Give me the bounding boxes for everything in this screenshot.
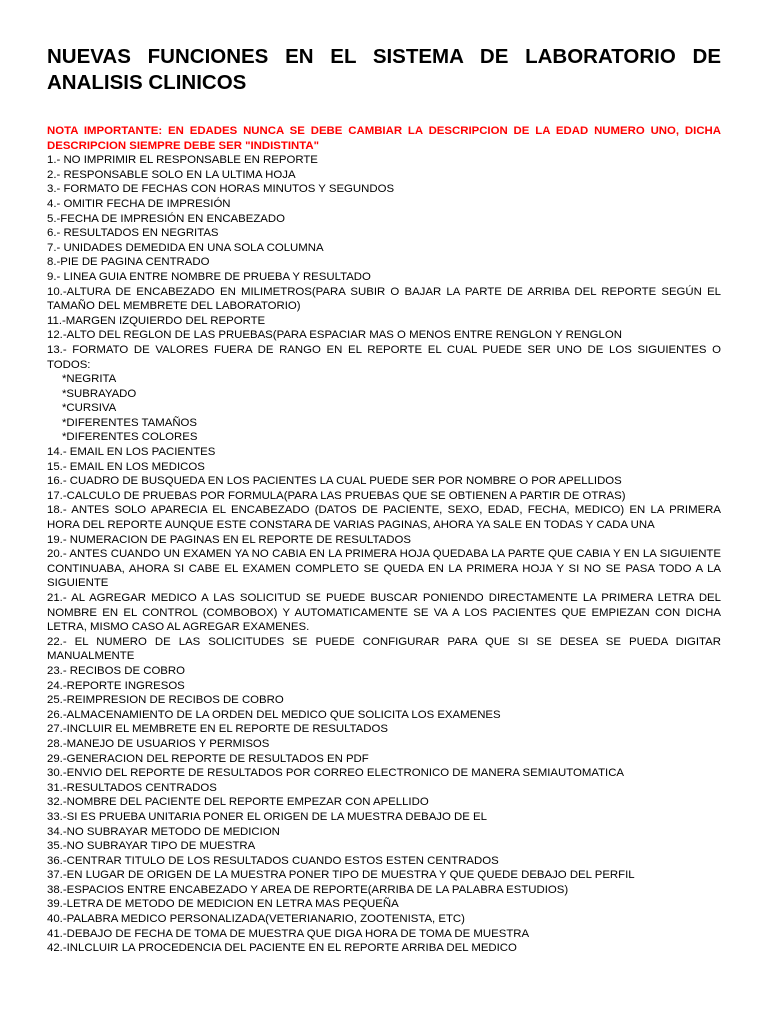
format-option: *DIFERENTES TAMAÑOS (62, 416, 198, 429)
list-item: 3.- FORMATO DE FECHAS CON HORAS MINUTOS Y SEGUNDOS (47, 183, 395, 196)
list-item: 15.- EMAIL EN LOS MEDICOS (47, 460, 205, 473)
list-item: 18.- ANTES SOLO APARECIA EL ENCABEZADO (DATOS DE PACIENTE, SEXO, EDAD, FECHA, MEDICO) EN LA PRIMERA HORA DEL REPORTE AUNQUE ESTE CONSTARA DE VARIAS PAGINAS, AHORA YA SALE EN TODAS Y CADA UNA (47, 504, 721, 532)
list-item: 21.- AL AGREGAR MEDICO A LAS SOLICITUD SE PUEDE BUSCAR PONIENDO DIRECTAMENTE LA PRIMERA LETRA DEL NOMBRE EN EL CONTROL (COMBOBOX) Y AUTOMATICAMENTE SE VA A LOS PACIENTES QUE EMPIEZAN CON DICHA LETRA, MISMO CASO AL AGREGAR EXAMENES. (47, 592, 721, 634)
list-item: 2.- RESPONSABLE SOLO EN LA ULTIMA HOJA (47, 168, 296, 181)
list-item: 31.-RESULTADOS CENTRADOS (47, 781, 217, 794)
list-item: 23.- RECIBOS DE COBRO (47, 664, 185, 677)
list-item: 33.-SI ES PRUEBA UNITARIA PONER EL ORIGEN DE LA MUESTRA DEBAJO DE EL (47, 810, 487, 823)
list-item: 24.-REPORTE INGRESOS (47, 679, 185, 692)
list-item: 14.- EMAIL EN LOS PACIENTES (47, 446, 216, 459)
list-item: 39.-LETRA DE METODO DE MEDICION EN LETRA MAS PEQUEÑA (47, 898, 399, 911)
list-item: 35.-NO SUBRAYAR TIPO DE MUESTRA (47, 840, 256, 853)
format-option: *DIFERENTES COLORES (62, 431, 198, 444)
list-item: 5.-FECHA DE IMPRESIÓN EN ENCABEZADO (47, 212, 285, 225)
format-option: *CURSIVA (62, 402, 117, 415)
format-option: *NEGRITA (62, 373, 117, 386)
list-item: 38.-ESPACIOS ENTRE ENCABEZADO Y AREA DE REPORTE(ARRIBA DE LA PALABRA ESTUDIOS) (47, 883, 569, 896)
list-item: 8.-PIE DE PAGINA CENTRADO (47, 256, 210, 269)
list-item: 36.-CENTRAR TITULO DE LOS RESULTADOS CUANDO ESTOS ESTEN CENTRADOS (47, 854, 499, 867)
document-body (47, 124, 721, 956)
list-item: 26.-ALMACENAMIENTO DE LA ORDEN DEL MEDICO QUE SOLICITA LOS EXAMENES (47, 708, 501, 721)
list-item: 1.- NO IMPRIMIR EL RESPONSABLE EN REPORTE (47, 154, 318, 167)
list-item: 11.-MARGEN IZQUIERDO DEL REPORTE (47, 314, 266, 327)
list-item: 4.- OMITIR FECHA DE IMPRESIÓN (47, 197, 231, 210)
list-item: 27.-INCLUIR EL MEMBRETE EN EL REPORTE DE RESULTADOS (47, 723, 388, 736)
list-item: 22.- EL NUMERO DE LAS SOLICITUDES SE PUEDE CONFIGURAR PARA QUE SI SE DESEA SE PUEDA DIGITAR MANUALMENTE (47, 635, 721, 663)
list-item: 34.-NO SUBRAYAR METODO DE MEDICION (47, 825, 280, 838)
list-item: 42.-INLCLUIR LA PROCEDENCIA DEL PACIENTE EN EL REPORTE ARRIBA DEL MEDICO (47, 942, 517, 955)
list-item: 25.-REIMPRESION DE RECIBOS DE COBRO (47, 694, 284, 707)
list-item: 17.-CALCULO DE PRUEBAS POR FORMULA(PARA LAS PRUEBAS QUE SE OBTIENEN A PARTIR DE OTRAS) (47, 489, 626, 502)
list-item: 32.-NOMBRE DEL PACIENTE DEL REPORTE EMPEZAR CON APELLIDO (47, 796, 429, 809)
list-item: 7.- UNIDADES DEMEDIDA EN UNA SOLA COLUMNA (47, 241, 324, 254)
list-item: 19.- NUMERACION DE PAGINAS EN EL REPORTE DE RESULTADOS (47, 533, 411, 546)
list-item: 29.-GENERACION DEL REPORTE DE RESULTADOS EN PDF (47, 752, 369, 765)
list-item: 6.- RESULTADOS EN NEGRITAS (47, 227, 219, 240)
list-item: 9.- LINEA GUIA ENTRE NOMBRE DE PRUEBA Y RESULTADO (47, 270, 371, 283)
list-item: 12.-ALTO DEL REGLON DE LAS PRUEBAS(PARA ESPACIAR MAS O MENOS ENTRE RENGLON Y RENGLON (47, 329, 622, 342)
format-option: *SUBRAYADO (62, 387, 137, 400)
list-item: 28.-MANEJO DE USUARIOS Y PERMISOS (47, 737, 270, 750)
list-item: 40.-PALABRA MEDICO PERSONALIZADA(VETERIANARIO, ZOOTENISTA, ETC) (47, 913, 465, 926)
list-item: 13.- FORMATO DE VALORES FUERA DE RANGO EN EL REPORTE EL CUAL PUEDE SER UNO DE LOS SIGUIENTES O TODOS: (47, 343, 721, 371)
document-title: NUEVAS FUNCIONES EN EL SISTEMA DE LABORATORIO DE ANALISIS CLINICOS (47, 45, 721, 94)
list-item: 30.-ENVIO DEL REPORTE DE RESULTADOS POR CORREO ELECTRONICO DE MANERA SEMIAUTOMATICA (47, 767, 625, 780)
list-item: 20.- ANTES CUANDO UN EXAMEN YA NO CABIA EN LA PRIMERA HOJA QUEDABA LA PARTE QUE CABIA Y EN LA SIGUIENTE CONTINUABA, AHORA SI CABE EL EXAMEN COMPLETO SE QUEDA EN LA PRIMERA HOJA Y SI NO SE PASA TODO A LA SIGUIENTE (47, 548, 721, 590)
list-item: 37.-EN LUGAR DE ORIGEN DE LA MUESTRA PONER TIPO DE MUESTRA Y QUE QUEDE DEBAJO DEL PERFIL (47, 869, 635, 882)
list-item: 16.- CUADRO DE BUSQUEDA EN LOS PACIENTES LA CUAL PUEDE SER POR NOMBRE O POR APELLIDOS (47, 475, 622, 488)
list-item: 41.-DEBAJO DE FECHA DE TOMA DE MUESTRA QUE DIGA HORA DE TOMA DE MUESTRA (47, 927, 530, 940)
list-item: 10.-ALTURA DE ENCABEZADO EN MILIMETROS(PARA SUBIR O BAJAR LA PARTE DE ARRIBA DEL REPORTE SEGÚN EL TAMAÑO DEL MEMBRETE DEL LABORATORIO) (47, 285, 721, 313)
important-note: NOTA IMPORTANTE: EN EDADES NUNCA SE DEBE CAMBIAR LA DESCRIPCION DE LA EDAD NUMERO UNO, DICHA DESCRIPCION SIEMPRE DEBE SER "INDISTINTA" (47, 125, 721, 152)
